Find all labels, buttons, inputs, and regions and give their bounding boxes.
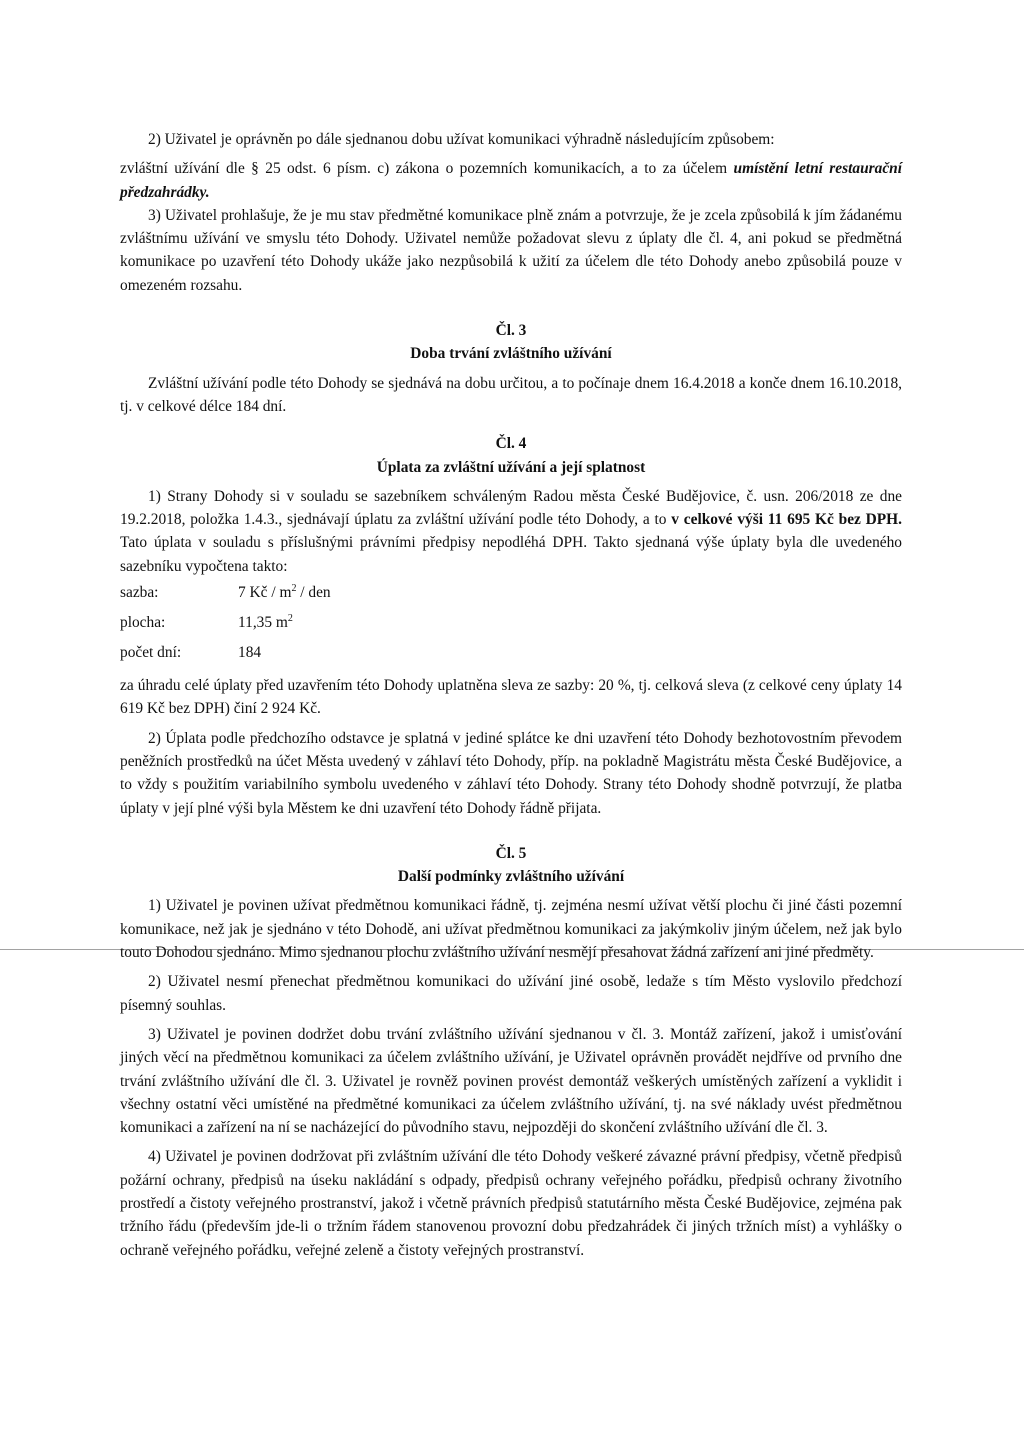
paragraph-2-2: 2) Uživatel je oprávněn po dále sjednanou dobu užívat komunikaci výhradně následujícím způsobem: <box>148 131 775 148</box>
article-5-title: Další podmínky zvláštního užívání <box>397 868 625 886</box>
discount-paragraph: za úhradu celé úplaty před uzavřením této Dohody uplatněna sleva ze sazby: 20 %, tj. celková sleva (z celkové ceny úplaty 14 619 Kč bez DPH) činí 2 924 Kč. <box>120 677 902 718</box>
days-row <box>120 638 902 668</box>
paragraph-2-2-purpose <box>120 157 902 204</box>
paragraph-4-1 <box>120 485 902 578</box>
area-row <box>120 608 902 638</box>
area-value-sup: 2 <box>287 613 293 625</box>
fee-text-a: 1) Strany Dohody si v souladu se sazebníkem schváleným Radou města České Budějovice, č. usn. 206/2018 ze dne 19.2.2018, položka 1.4.3., sjednávají úplatu za zvláštní užívání podle této Dohody, a to <box>120 487 902 529</box>
purpose-text: zvláštní užívání dle § 25 odst. 6 písm. c) zákona o pozemních komunikacích, a to za účelem <box>120 160 734 178</box>
paragraph-5-4: 4) Uživatel je povinen dodržovat při zvláštním užívání dle této Dohody veškeré závazné právní předpisy, včetně předpisů požární ochrany, předpisů na úseku nakládání s odpady, předpisů ochrany veřejného pořádku, předpisů ochrany životního prostředí a čistoty veřejného prostranství, jakož i včetně právních předpisů statutárního města České Budějovice, zejména pak tržního řádu (především jde-li o tržním řádem stanovenou provozní dobu předzahrádek či jiných tržních míst) a vyhlášky o ochraně veřejného pořádku, veřejné zeleně a čistoty veřejných prostranství. <box>120 1148 902 1259</box>
article-4-number: Čl. 4 <box>495 435 527 453</box>
paragraph-2-3: 3) Uživatel prohlašuje, že je mu stav předmětné komunikace plně znám a potvrzuje, že je zcela způsobilá k jím žádanému zvláštnímu užívání ve smyslu této Dohody. Uživatel nemůže požadovat slevu z úplaty dle čl. 4, ani pokud se předmětná komunikace po uzavření této Dohody ukáže jako nezpůsobilá k užití za účelem dle této Dohody anebo způsobilá pouze v omezeném rozsahu. <box>120 206 902 294</box>
rate-value-b: / den <box>296 584 331 602</box>
days-label: počet dní: <box>120 644 182 662</box>
rate-value <box>238 581 331 604</box>
rate-value-sup: 2 <box>291 583 297 595</box>
paragraph-4-2: 2) Úplata podle předchozího odstavce je splatná v jediné splátce ke dni uzavření této Dohody bezhotovostním převodem peněžních prostředků na účet Města uvedený v záhlaví této Dohody, příp. na pokladně Magistrátu města České Budějovice, a to vždy s použitím variabilního symbolu uvedeného v záhlaví této Dohody. Strany této Dohody shodně potvrzují, že platba úplaty v její plné výši byla Městem ke dni uzavření této Dohody řádně přijata. <box>120 729 902 817</box>
area-value-a: 11,35 m <box>238 614 288 632</box>
days-value: 184 <box>238 644 262 662</box>
article-4-title: Úplata za zvláštní užívání a její splatnost <box>376 458 646 476</box>
article-3-title: Doba trvání zvláštního užívání <box>410 345 612 363</box>
rate-row <box>120 578 902 608</box>
rate-value-a: 7 Kč / m <box>238 584 292 602</box>
document-page <box>120 128 902 1262</box>
article-5-number: Čl. 5 <box>495 844 527 862</box>
article-3-number: Čl. 3 <box>495 322 527 340</box>
purpose-emphasis: umístění letní restaurační předzahrádky. <box>120 160 902 201</box>
fee-total: v celkové výši 11 695 Kč bez DPH. <box>671 511 902 529</box>
paragraph-5-3: 3) Uživatel je povinen dodržet dobu trvání zvláštního užívání sjednanou v čl. 3. Montáž zařízení, jakož i umisťování jiných věcí na předmětnou komunikaci za účelem zvláštního užívání, je Uživatel oprávněn provádět nejdříve od prvního dne trvání zvláštního užívání dle čl. 3. Uživatel je rovněž povinen provést demontáž veškerých umístěných zařízení a vyklidit i všechny ostatní věci umístěné na předmětné komunikaci za účelem zvláštního užívání, tj. na své náklady uvést předmětnou komunikaci a zařízení na ní se nacházející do původního stavu, nejpozději do skončení zvláštního užívání dle čl. 3. <box>120 1025 902 1137</box>
rate-label: sazba: <box>120 584 159 602</box>
paragraph-3-1: Zvláštní užívání podle této Dohody se sjednává na dobu určitou, a to počínaje dnem 16.4.2018 a konče dnem 16.10.2018, tj. v celkové délce 184 dní. <box>120 374 902 415</box>
fee-text-c: Tato úplata v souladu s příslušnými právními předpisy nepodléhá DPH. Takto sjednaná výše úplaty byla dle uvedeného sazebníku vypočtena takto: <box>120 534 902 575</box>
paragraph-5-1: 1) Uživatel je povinen užívat předmětnou komunikaci řádně, tj. zejména nesmí užívat větší plochu či jiné části pozemní komunikace, než jak je sjednáno v této Dohodě, ani užívat předmětnou komunikaci za jakýmkoliv jiným účelem, než jak bylo touto Dohodou sjednáno. Mimo sjednanou plochu zvláštního užívání nesmějí přesahovat žádná zařízení ani jiné předměty. <box>120 897 902 962</box>
area-value <box>238 611 293 634</box>
area-label: plocha: <box>120 614 166 632</box>
paragraph-5-2: 2) Uživatel nesmí přenechat předmětnou komunikaci do užívání jiné osobě, ledaže s tím Město vyslovilo předchozí písemný souhlas. <box>120 973 902 1014</box>
